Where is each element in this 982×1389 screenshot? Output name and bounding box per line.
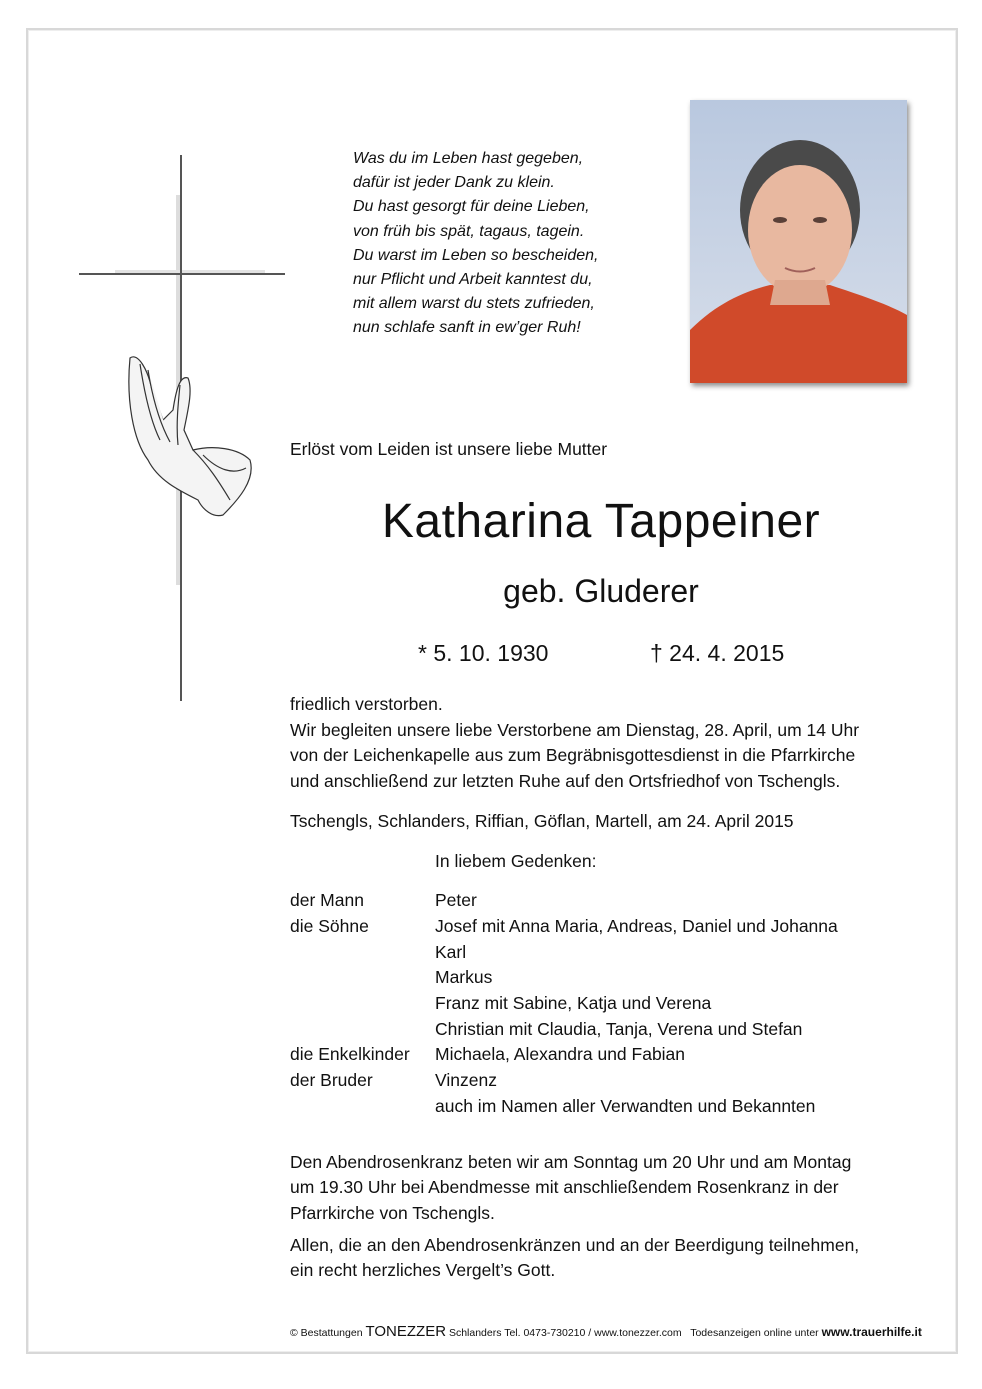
names: Karl	[435, 941, 467, 962]
poem-line: nun schlafe sanft in ew’ger Ruh!	[353, 319, 581, 337]
footer-company: TONEZZER	[365, 1323, 447, 1340]
family-row	[290, 888, 912, 914]
poem-line: Du hast gesorgt für deine Lieben,	[353, 198, 590, 216]
birth-date: * 5. 10. 1930	[418, 640, 549, 666]
obituary-body	[290, 692, 912, 1284]
names: Michaela, Alexandra und Fabian	[435, 1044, 686, 1065]
names: Christian mit Claudia, Tanja, Verena und Stefan	[435, 1018, 803, 1039]
poem-line: von früh bis spät, tagaus, tagein.	[353, 222, 585, 240]
text-line: Pfarrkirche von Tschengls.	[290, 1202, 495, 1223]
footer-site-link[interactable]: www.trauerhilfe.it	[821, 1325, 922, 1339]
text-line: ein recht herzliches Vergelt’s Gott.	[290, 1260, 556, 1281]
rosary-text	[290, 1150, 912, 1227]
family-list	[290, 888, 912, 1119]
names: Josef mit Anna Maria, Andreas, Daniel und Johanna	[435, 915, 838, 936]
footer	[290, 1323, 922, 1340]
death-date: † 24. 4. 2015	[650, 640, 785, 666]
relation: der Mann	[290, 890, 364, 911]
relation: die Enkelkinder	[290, 1044, 410, 1065]
funeral-text	[290, 718, 912, 795]
family-row	[290, 965, 912, 991]
family-row	[290, 1017, 912, 1043]
family-row	[290, 1042, 912, 1068]
poem-line: mit allem warst du stets zufrieden,	[353, 295, 595, 313]
poem-line: dafür ist jeder Dank zu klein.	[353, 174, 555, 192]
memory-heading: In liebem Gedenken:	[435, 850, 597, 871]
family-row	[290, 914, 912, 940]
poem-line: Du warst im Leben so bescheiden,	[353, 246, 599, 264]
intro-text: Erlöst vom Leiden ist unsere liebe Mutter	[290, 439, 608, 459]
names: Peter	[435, 890, 477, 911]
text-line: um 19.30 Uhr bei Abendmesse mit anschließendem Rosenkranz in der	[290, 1177, 839, 1198]
text-line: Den Abendrosenkranz beten wir am Sonntag um 20 Uhr und am Montag	[290, 1151, 852, 1172]
footer-online-text: Todesanzeigen online unter	[690, 1327, 819, 1339]
text-line: von der Leichenkapelle aus zum Begräbnisgottesdienst in die Pfarrkirche	[290, 745, 856, 766]
place-date: Tschengls, Schlanders, Riffian, Göflan, Martell, am 24. April 2015	[290, 810, 794, 831]
relation	[290, 940, 435, 966]
deceased-name: Katharina Tappeiner	[381, 495, 821, 548]
family-row	[290, 1094, 912, 1120]
names: Markus	[435, 967, 493, 988]
family-row	[290, 991, 912, 1017]
poem	[353, 147, 598, 341]
family-row	[290, 1068, 912, 1094]
relation	[290, 965, 435, 991]
footer-contact: Schlanders Tel. 0473-730210 / www.tonezzer.com	[448, 1327, 682, 1339]
relation: die Söhne	[290, 915, 369, 936]
text-line: und anschließend zur letzten Ruhe auf den Ortsfriedhof von Tschengls.	[290, 771, 841, 792]
relation	[290, 991, 435, 1017]
relation	[290, 1094, 435, 1120]
footer-copyright: © Bestattungen	[290, 1327, 363, 1339]
text-line: Allen, die an den Abendrosenkränzen und an der Beerdigung teilnehmen,	[290, 1234, 860, 1255]
poem-line: nur Pflicht und Arbeit kanntest du,	[353, 271, 593, 289]
relation: der Bruder	[290, 1070, 373, 1091]
poem-line: Was du im Leben hast gegeben,	[353, 150, 584, 167]
maiden-name: geb. Gluderer	[503, 573, 699, 609]
names: Vinzenz	[435, 1070, 497, 1091]
thanks-text	[290, 1233, 912, 1284]
passed-text: friedlich verstorben.	[290, 694, 443, 714]
portrait-photo	[690, 100, 907, 383]
relation	[290, 1017, 435, 1043]
family-row	[290, 940, 912, 966]
names: Franz mit Sabine, Katja und Verena	[435, 993, 712, 1014]
names: auch im Namen aller Verwandten und Bekannten	[435, 1095, 816, 1116]
text-line: Wir begleiten unsere liebe Verstorbene am Dienstag, 28. April, um 14 Uhr	[290, 719, 860, 740]
cross-beam	[79, 273, 285, 275]
